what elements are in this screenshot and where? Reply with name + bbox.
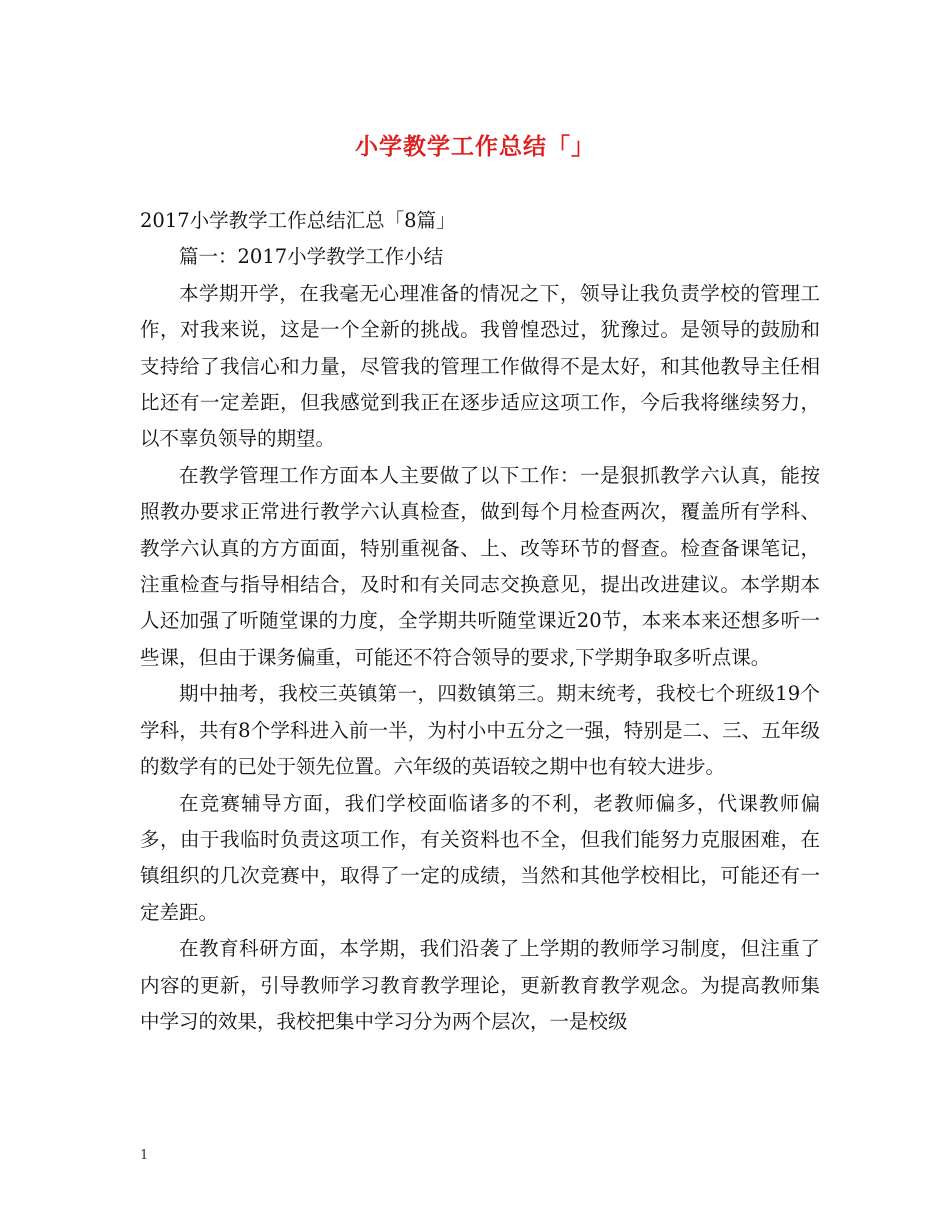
paragraph-4: 在竞赛辅导方面，我们学校面临诸多的不利，老教师偏多，代课教师偏多，由于我临时负责这项工作，有关资料也不全，但我们能努力克服困难，在镇组织的几次竞赛中，取得了一定的成绩，当然和其他学校相比，可能还有一定差距。 xyxy=(140,791,820,924)
paragraph-5: 在教育科研方面，本学期，我们沿袭了上学期的教师学习制度，但注重了内容的更新，引导教师学习教育教学理论，更新教育教学观念。为提高教师集中学习的效果，我校把集中学习分为两个层次，一是校级 xyxy=(140,937,820,1033)
document-body xyxy=(140,203,820,1040)
paragraph-3: 期中抽考，我校三英镇第一，四数镇第三。期末统考，我校七个班级19个学科，共有8个学科进入前一半，为村小中五分之一强，特别是二、三、五年级的数学有的已处于领先位置。六年级的英语较之期中也有较大进步。 xyxy=(140,682,820,779)
page-number: 1 xyxy=(140,1148,149,1163)
paragraph-1: 本学期开学，在我毫无心理准备的情况之下，领导让我负责学校的管理工作，对我来说，这是一个全新的挑战。我曾惶恐过，犹豫过。是领导的鼓励和支持给了我信心和力量，尽管我的管理工作做得不是太好，和其他教导主任相比还有一定差距，但我感觉到我正在逐步适应这项工作，今后我将继续努力，以不辜负领导的期望。 xyxy=(140,281,820,451)
paragraph-2: 在教学管理工作方面本人主要做了以下工作：一是狠抓教学六认真，能按照教办要求正常进行教学六认真检查，做到每个月检查两次，覆盖所有学科、教学六认真的方方面面，特别重视备、上、改等环节的督查。检查备课笔记，注重检查与指导相结合，及时和有关同志交换意见，提出改进建议。本学期本人还加强了听随堂课的力度，全学期共听随堂课近20节，本来本来还想多听一些课，但由于课务偏重，可能还不符合领导的要求,下学期争取多听点课。 xyxy=(140,463,820,669)
section-heading: 篇一：2017小学教学工作小结 xyxy=(179,245,444,269)
document-subtitle: 2017小学教学工作总结汇总「8篇」 xyxy=(140,209,456,232)
document-title: 小学教学工作总结「」 xyxy=(355,133,595,160)
